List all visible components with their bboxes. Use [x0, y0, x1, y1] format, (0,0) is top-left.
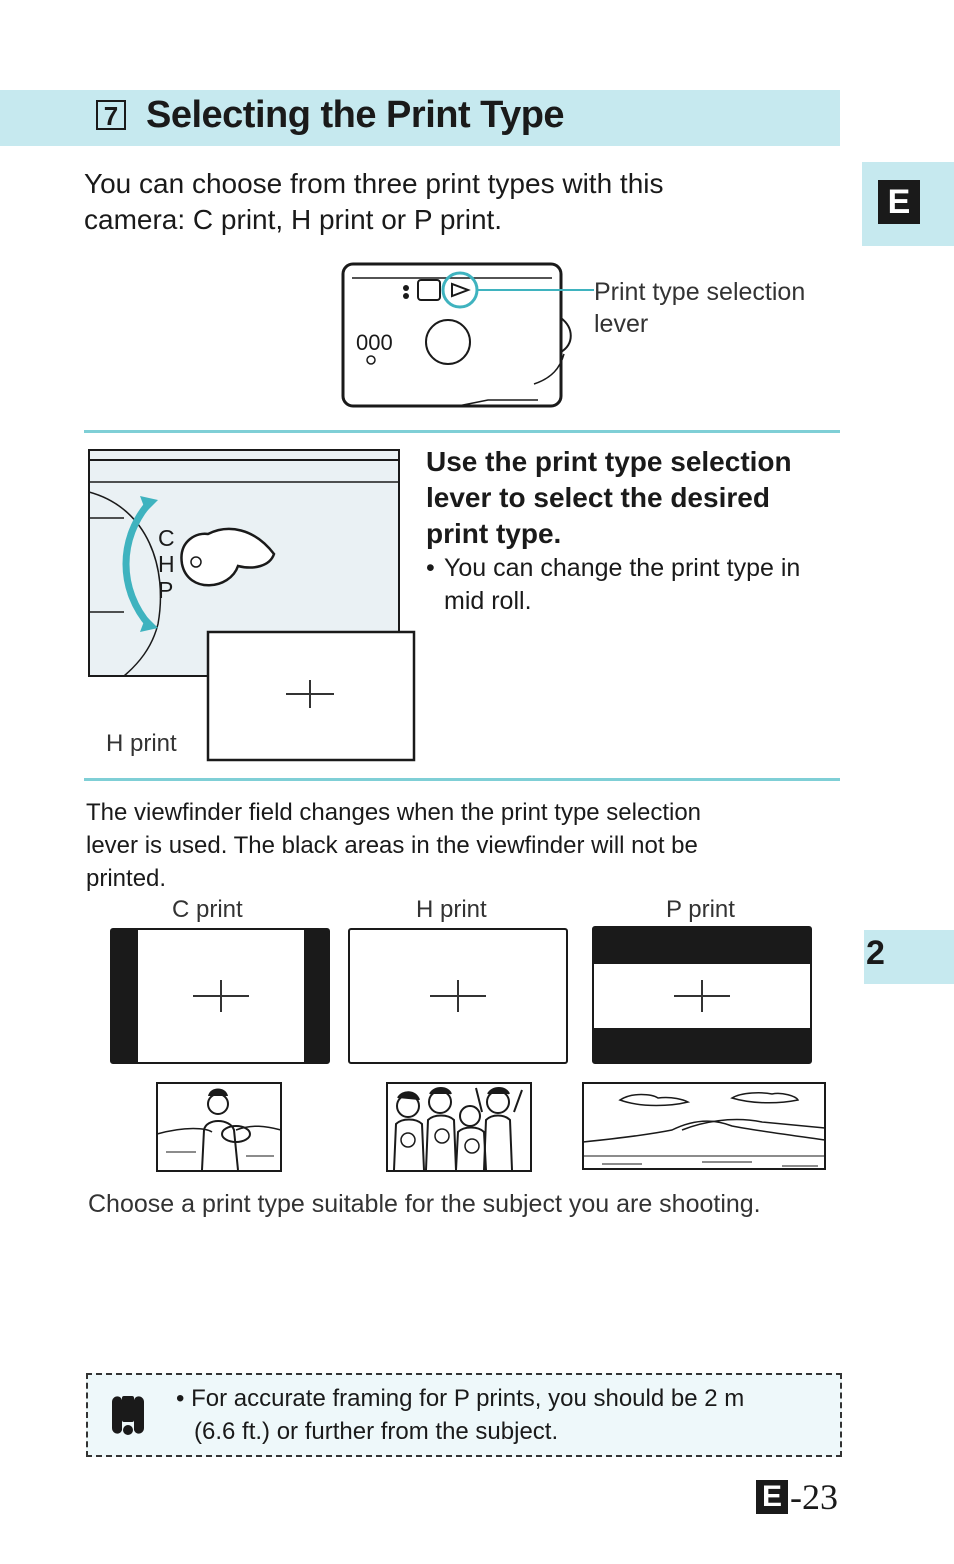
dial-letter-c: C	[158, 525, 175, 551]
viewfinder-paragraph	[86, 796, 806, 895]
lever-label-line-1: Print type selection	[594, 278, 806, 306]
dial-letter-h: H	[158, 551, 175, 577]
group-sample-illustration	[386, 1082, 532, 1172]
viewfinder-label-c: C print	[172, 896, 243, 923]
viewfinder-crosshair	[430, 968, 486, 1024]
page-number	[756, 1476, 838, 1518]
step-bullet-line-2: mid roll.	[444, 587, 532, 615]
lever-callout-label	[594, 276, 805, 340]
viewfinder-p-print	[592, 926, 812, 1064]
section-title: Selecting the Print Type	[146, 94, 565, 136]
section-number: 7	[96, 100, 126, 130]
side-tab-chapter-number: 2	[866, 934, 885, 972]
camera-top-illustration	[338, 258, 598, 414]
viewfinder-c-print	[110, 928, 330, 1064]
caution-note-line-2: (6.6 ft.) or further from the subject.	[194, 1418, 559, 1445]
print-type-dial-illustration	[88, 448, 418, 764]
lever-label-line-2: lever	[594, 310, 649, 338]
dial-letter-p: P	[158, 577, 174, 603]
step-heading-line-1: Use the print type selection	[426, 446, 792, 477]
caution-note-line-1: • For accurate framing for P prints, you should be 2 m	[176, 1385, 745, 1412]
caution-icon	[104, 1392, 152, 1440]
viewfinder-paragraph-line-1: The viewfinder field changes when the print type selection	[86, 799, 702, 826]
landscape-sample-illustration	[582, 1082, 826, 1170]
caution-note-line-1-text: For accurate framing for P prints, you should be 2 m	[191, 1385, 745, 1412]
viewfinder-h-print	[348, 928, 568, 1064]
dial-caption: H print	[106, 730, 177, 757]
viewfinder-label-p: P print	[666, 896, 735, 923]
intro-line-2: camera: C print, H print or P print.	[84, 204, 503, 235]
page-number-value: -23	[790, 1477, 838, 1517]
step-heading	[426, 444, 846, 552]
step-bullet-line-1: You can change the print type in	[444, 554, 801, 582]
caution-note-text	[176, 1382, 826, 1448]
step-heading-line-3: print type.	[426, 518, 562, 549]
bullet-mark: •	[426, 554, 435, 582]
intro-text	[84, 166, 784, 238]
side-tab-language-letter: E	[878, 180, 920, 224]
section-divider	[84, 778, 840, 781]
viewfinder-crosshair	[674, 968, 730, 1024]
section-divider	[84, 430, 840, 433]
viewfinder-paragraph-line-3: printed.	[86, 865, 167, 892]
step-heading-line-2: lever to select the desired	[426, 482, 770, 513]
page-number-prefix: E	[756, 1480, 788, 1514]
viewfinder-paragraph-line-2: lever is used. The black areas in the viewfinder will not be	[86, 832, 698, 859]
viewfinder-label-h: H print	[416, 896, 487, 923]
intro-line-1: You can choose from three print types with this	[84, 168, 664, 199]
step-bullet	[426, 552, 846, 618]
choose-text: Choose a print type suitable for the subject you are shooting.	[88, 1190, 761, 1218]
portrait-sample-illustration	[156, 1082, 282, 1172]
viewfinder-crosshair	[193, 968, 249, 1024]
frame-counter: 000	[356, 330, 393, 355]
